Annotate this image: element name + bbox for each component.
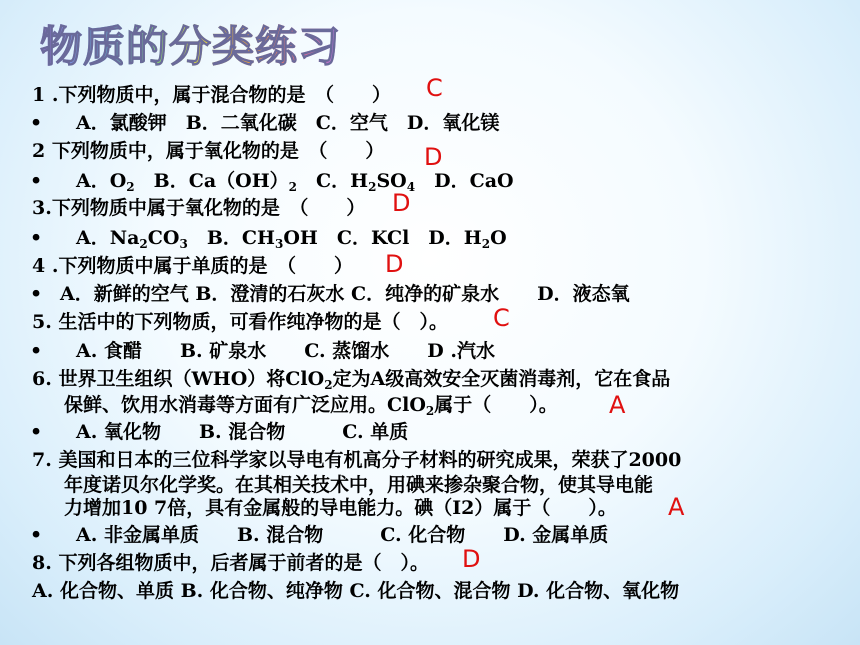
bullet: • <box>30 283 43 305</box>
answer-3: D <box>392 189 411 217</box>
question-2: 2 下列物质中，属于氧化物的是 （ ） <box>32 140 385 162</box>
answer-2: D <box>424 143 443 171</box>
bullet: • <box>30 421 43 443</box>
answer-6: A <box>609 391 626 419</box>
question-7-line3: 力增加10 7倍，具有金属般的导电能力。碘（I2）属于（ ）。 <box>64 497 617 519</box>
answer-5: C <box>493 304 510 332</box>
question-8: 8. 下列各组物质中，后者属于前者的是（ ）。 <box>32 552 429 574</box>
bullet: • <box>30 112 43 134</box>
question-7-line1: 7. 美国和日本的三位科学家以导电有机高分子材料的研究成果，荣获了2000 <box>32 449 682 471</box>
question-7-line2: 年度诺贝尔化学奖。在其相关技术中，用碘来掺杂聚合物，使其导电能 <box>64 474 654 496</box>
options-7-text: A. 非金属单质 B. 混合物 C. 化合物 D. 金属单质 <box>76 524 609 546</box>
question-4: 4 .下列物质中属于单质的是 （ ） <box>32 255 353 277</box>
question-6-suffix: 属于（ ）。 <box>434 394 558 416</box>
question-6-line1: 6. 世界卫生组织（WHO）将ClO$_2$定为A级高效安全灭菌消毒剂，它在食品 <box>32 368 671 392</box>
options-4 <box>30 283 630 305</box>
answer-4: D <box>385 250 404 278</box>
question-6-line2: 保鲜、饮用水消毒等方面有广泛应用。ClO$_2$属于（ ）。 <box>64 394 558 418</box>
bullet: • <box>30 524 43 546</box>
options-3: • A．$Na_2CO_3$ B．$CH_3OH$ C．KCl D．$H_2O$ <box>30 227 507 251</box>
options-8: A. 化合物、单质 B. 化合物、纯净物 C. 化合物、混合物 D. 化合物、氧化物 <box>32 580 680 602</box>
slide-title: 物质的分类练习 <box>40 14 341 74</box>
answer-7: A <box>668 493 685 521</box>
bullet: • <box>30 340 43 362</box>
options-7 <box>30 524 608 546</box>
answer-8: D <box>462 545 481 573</box>
options-4-text: A．新鲜的空气 B．澄清的石灰水 C．纯净的矿泉水 D．液态氧 <box>60 283 630 305</box>
bullet: • <box>30 170 43 192</box>
answer-1: C <box>426 74 443 102</box>
options-5 <box>30 340 495 362</box>
question-1: 1 .下列物质中，属于混合物的是 （ ） <box>32 84 391 106</box>
options-5-text: A. 食醋 B. 矿泉水 C. 蒸馏水 D .汽水 <box>76 340 495 362</box>
bullet: • <box>30 227 43 249</box>
options-6 <box>30 421 408 443</box>
options-2: • A．$O_2$ B．$Ca(OH)_2$ C．$H_2SO_4$ D．CaO <box>30 170 514 194</box>
options-1-text: A．氯酸钾 B．二氧化碳 C．空气 D．氧化镁 <box>76 112 500 134</box>
options-1 <box>30 112 499 134</box>
question-5: 5. 生活中的下列物质，可看作纯净物的是（ ）。 <box>32 311 448 333</box>
question-3: 3.下列物质中属于氧化物的是 （ ） <box>32 197 366 219</box>
options-6-text: A. 氧化物 B. 混合物 C. 单质 <box>76 421 409 443</box>
